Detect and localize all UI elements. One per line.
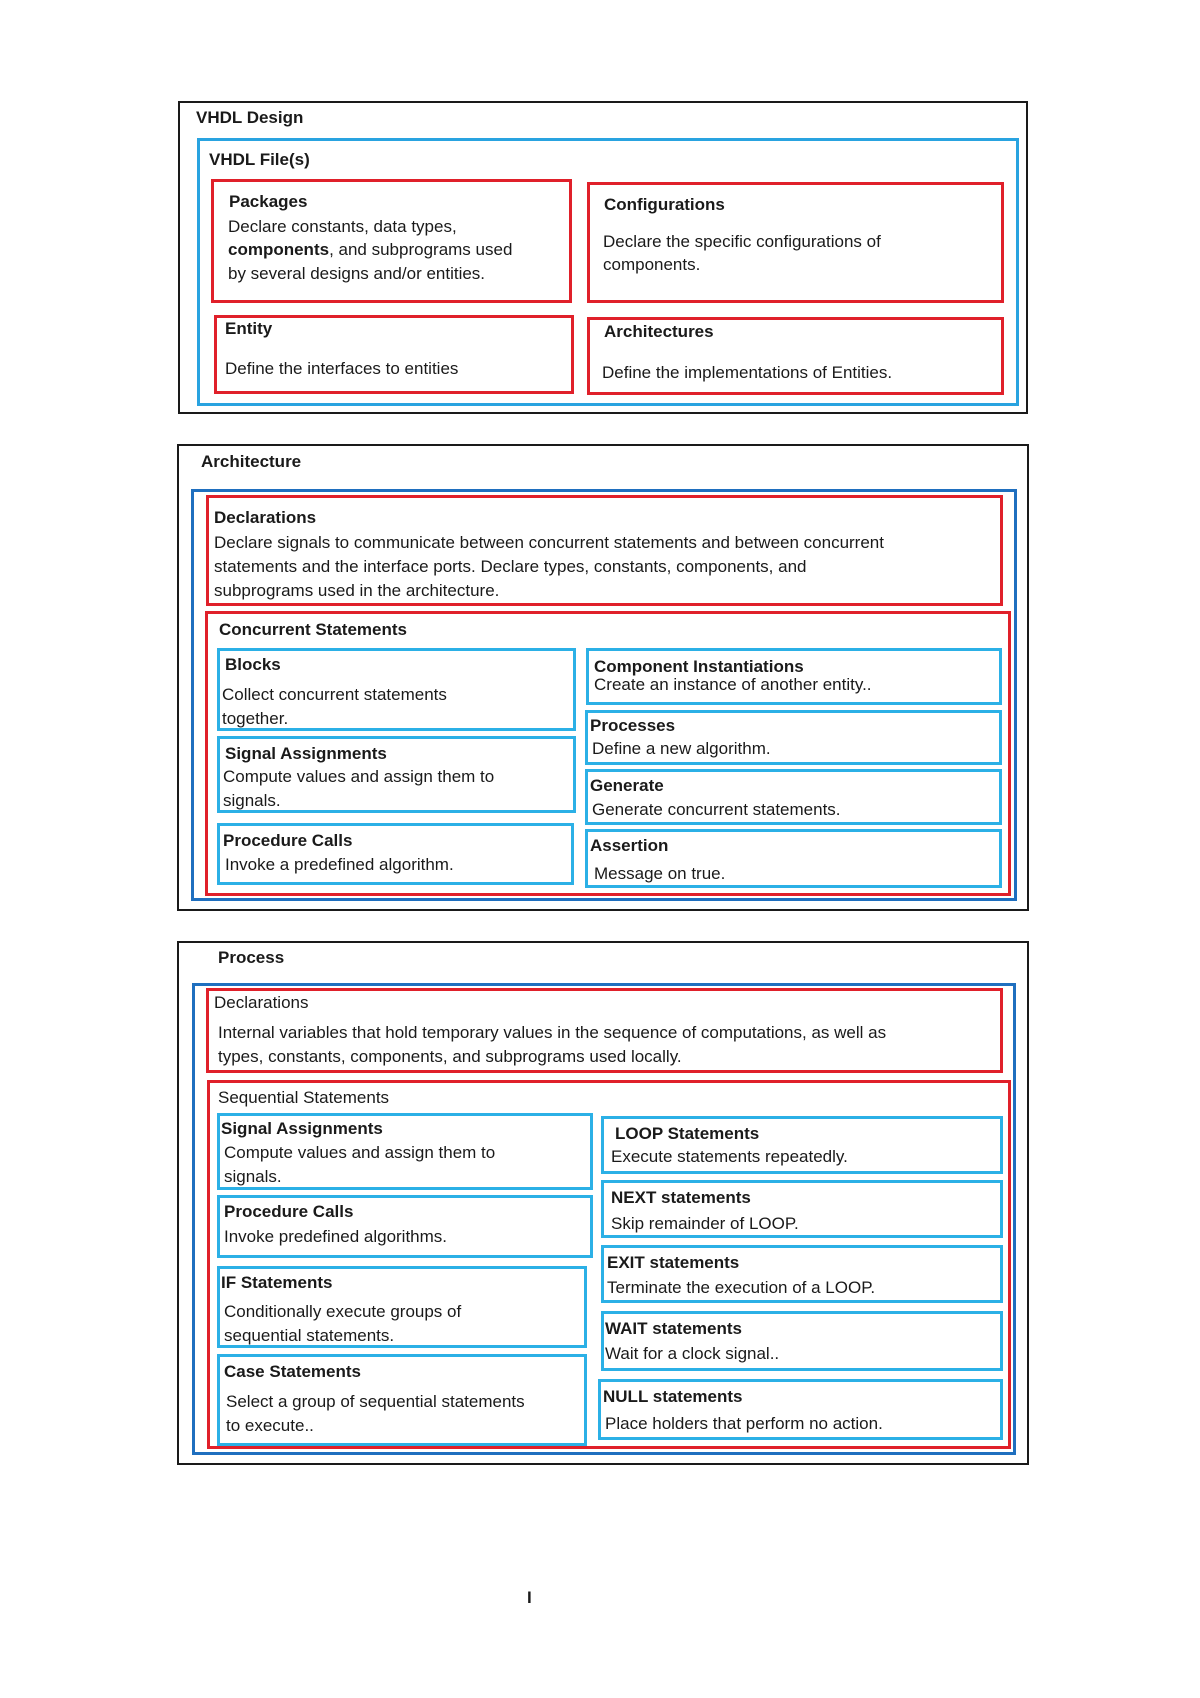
sequential-statements-title: Sequential Statements — [218, 1088, 390, 1107]
if-statements-line2: sequential statements. — [224, 1326, 395, 1345]
processes-title: Processes — [590, 716, 676, 735]
loop-statements-desc: Execute statements repeatedly. — [611, 1147, 848, 1166]
assertion-desc: Message on true. — [594, 864, 726, 883]
if-statements-title: IF Statements — [221, 1273, 333, 1292]
packages-line2-rest: , and subprograms used — [329, 240, 513, 259]
exit-statements-title: EXIT statements — [607, 1253, 740, 1272]
proc-signal-assignments-line2: signals. — [224, 1167, 282, 1186]
if-statements-line1: Conditionally execute groups of — [224, 1302, 462, 1321]
wait-statements-desc: Wait for a clock signal.. — [605, 1344, 780, 1363]
proc-signal-assignments-title: Signal Assignments — [221, 1119, 383, 1138]
configurations-line1: Declare the specific configurations of — [603, 232, 881, 251]
proc-declarations-title: Declarations — [214, 993, 309, 1012]
architectures-title: Architectures — [604, 322, 714, 341]
architectures-desc: Define the implementations of Entities. — [602, 363, 893, 382]
packages-line1: Declare constants, data types, — [228, 217, 457, 236]
configurations-line2: components. — [603, 255, 701, 274]
component-instantiations-title: Component Instantiations — [594, 657, 804, 676]
packages-line2 — [228, 238, 512, 261]
proc-procedure-calls-desc: Invoke predefined algorithms. — [224, 1227, 448, 1246]
arch-declarations-line1: Declare signals to communicate between concurrent statements and between concurrent — [214, 533, 884, 552]
next-statements-title: NEXT statements — [611, 1188, 751, 1207]
concurrent-statements-title: Concurrent Statements — [219, 620, 407, 639]
exit-statements-desc: Terminate the execution of a LOOP. — [607, 1278, 876, 1297]
packages-line3: by several designs and/or entities. — [228, 264, 486, 283]
next-statements-desc: Skip remainder of LOOP. — [611, 1214, 799, 1233]
architecture-title: Architecture — [201, 452, 302, 471]
arch-declarations-title: Declarations — [214, 508, 317, 527]
proc-signal-assignments-line1: Compute values and assign them to — [224, 1143, 496, 1162]
processes-desc: Define a new algorithm. — [592, 739, 771, 758]
configurations-title: Configurations — [604, 195, 725, 214]
null-statements-desc: Place holders that perform no action. — [605, 1414, 883, 1433]
blocks-line2: together. — [222, 709, 289, 728]
vhdl-design-title: VHDL Design — [196, 108, 304, 127]
arch-signal-assignments-line2: signals. — [223, 791, 281, 810]
arch-signal-assignments-title: Signal Assignments — [225, 744, 387, 763]
case-statements-title: Case Statements — [224, 1362, 362, 1381]
arch-procedure-calls-desc: Invoke a predefined algorithm. — [225, 855, 454, 874]
blocks-line1: Collect concurrent statements — [222, 685, 447, 704]
page-number: I — [527, 1588, 532, 1607]
arch-declarations-line3: subprograms used in the architecture. — [214, 581, 500, 600]
arch-signal-assignments-line1: Compute values and assign them to — [223, 767, 495, 786]
proc-declarations-line2: types, constants, components, and subprograms used locally. — [218, 1047, 682, 1066]
arch-declarations-line2: statements and the interface ports. Declare types, constants, components, and — [214, 557, 807, 576]
process-title: Process — [218, 948, 285, 967]
loop-statements-title: LOOP Statements — [615, 1124, 760, 1143]
assertion-title: Assertion — [590, 836, 669, 855]
packages-line2-bold: components — [228, 240, 330, 259]
blocks-title: Blocks — [225, 655, 281, 674]
generate-desc: Generate concurrent statements. — [592, 800, 841, 819]
packages-title: Packages — [229, 192, 308, 211]
entity-desc: Define the interfaces to entities — [225, 359, 459, 378]
case-statements-line1: Select a group of sequential statements — [226, 1392, 525, 1411]
component-instantiations-desc: Create an instance of another entity.. — [594, 675, 872, 694]
proc-procedure-calls-title: Procedure Calls — [224, 1202, 354, 1221]
entity-title: Entity — [225, 319, 273, 338]
vhdl-files-title: VHDL File(s) — [209, 150, 310, 169]
proc-declarations-line1: Internal variables that hold temporary values in the sequence of computations, as well as — [218, 1023, 887, 1042]
arch-procedure-calls-title: Procedure Calls — [223, 831, 353, 850]
case-statements-line2: to execute.. — [226, 1416, 314, 1435]
null-statements-title: NULL statements — [603, 1387, 743, 1406]
wait-statements-title: WAIT statements — [605, 1319, 742, 1338]
generate-title: Generate — [590, 776, 664, 795]
